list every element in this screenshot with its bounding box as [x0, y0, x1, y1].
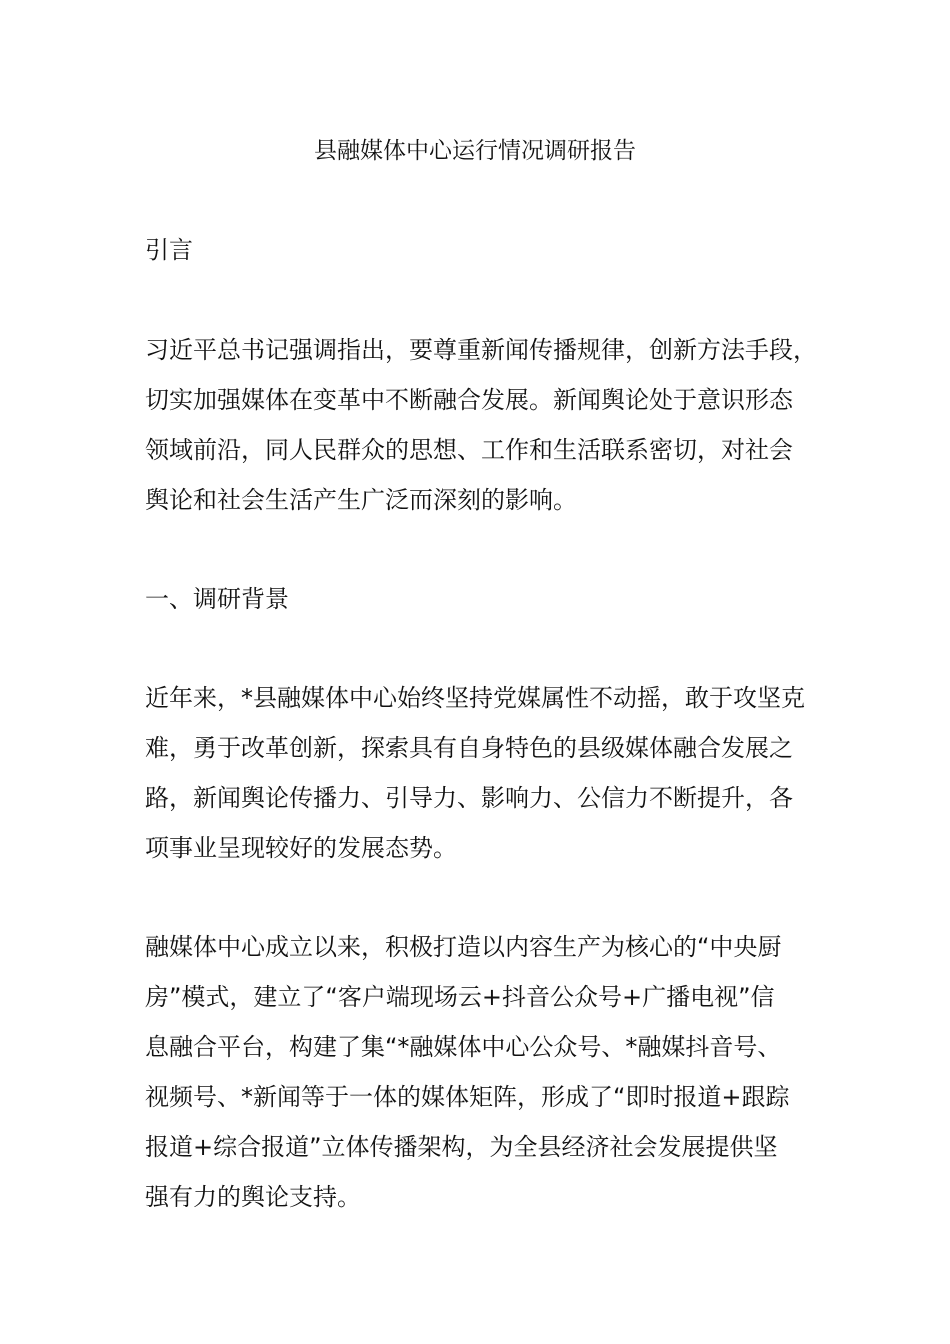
paragraph-line: 近年来，*县融媒体中心始终坚持党媒属性不动摇，敢于攻坚克: [145, 684, 805, 712]
paragraph-line: 切实加强媒体在变革中不断融合发展。新闻舆论处于意识形态: [145, 386, 793, 414]
paragraph-line: 强有力的舆论支持。: [145, 1183, 361, 1211]
paragraph-line: 房”模式，建立了“客户端现场云+抖音公众号+广播电视”信: [145, 983, 775, 1011]
background-paragraph-2: [145, 922, 811, 1222]
paragraph-line: 习近平总书记强调指出，要尊重新闻传播规律，创新方法手段，: [145, 336, 817, 364]
paragraph-line: 视频号、*新闻等于一体的媒体矩阵，形成了“即时报道+跟踪: [145, 1083, 790, 1111]
paragraph-line: 领域前沿，同人民群众的思想、工作和生活联系密切，对社会: [145, 436, 793, 464]
paragraph-line: 项事业呈现较好的发展态势。: [145, 834, 457, 862]
paragraph-line: 融媒体中心成立以来，积极打造以内容生产为核心的“中央厨: [145, 933, 782, 961]
document-title: 县融媒体中心运行情况调研报告: [314, 138, 636, 164]
paragraph-line: 路，新闻舆论传播力、引导力、影响力、公信力不断提升，各: [145, 784, 793, 812]
background-paragraph-1: [145, 673, 811, 873]
intro-heading: 引言: [145, 236, 193, 264]
paragraph-line: 难，勇于改革创新，探索具有自身特色的县级媒体融合发展之: [145, 734, 793, 762]
paragraph-line: 息融合平台，构建了集“*融媒体中心公众号、*融媒抖音号、: [145, 1033, 782, 1061]
paragraph-line: 舆论和社会生活产生广泛而深刻的影响。: [145, 486, 577, 514]
section-heading-background: 一、调研背景: [145, 585, 289, 613]
intro-paragraph: [145, 325, 817, 525]
paragraph-line: 报道+综合报道”立体传播架构，为全县经济社会发展提供坚: [145, 1133, 778, 1161]
